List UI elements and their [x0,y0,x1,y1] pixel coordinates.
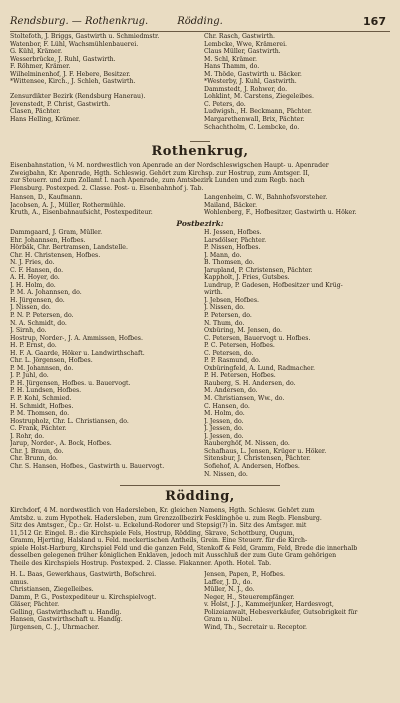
directory-line: Jevenstedt, P. Christ, Gastwirth. [10,100,111,108]
header-left: Rendsburg. — Rothenkrug. [10,16,149,27]
intro-line: spiele Holst-Harburg, Kirchspiel Feld und die ganzen Feld, Stenkoff & Feld, Gramm, Feld, Brede die innerhalb [10,544,358,552]
directory-line: P. H. Jürgensen, Hofbes. u. Bauervogt. [10,379,131,387]
directory-line: amus. [10,578,29,586]
directory-line: Lohklint, M. Carstens, Ziegeleibes. [204,93,314,101]
directory-line: Hostrupholz, Chr. L. Christiansen, do. [10,417,129,425]
directory-line: Ehr. Johannsen, Hofbes. [10,236,86,244]
directory-line: Jensen, Papen, P., Hofbes. [204,571,285,578]
postbezirk-right-column [204,229,390,478]
directory-line: Langenheim, C. W., Bahnhofsvorsteher. [204,194,328,201]
directory-line: M. Schl, Krämer. [204,55,257,63]
directory-line: *Westerby, J. Kuhl, Gastwirth. [204,78,297,86]
directory-line: Neger, H., Steuerempfänger. [204,593,295,601]
directory-line: J. Jebsen, Hofbes. [204,296,259,304]
directory-line: Gelling, Gastwirthschaft u. Handlg. [10,608,122,616]
directory-line: Dammstedt, J. Rohwer, do. [204,85,288,93]
directory-line: M. Christiansen, Ww., do. [204,395,285,403]
directory-line: J. Jessen, do. [204,432,244,440]
directory-line: Schafhaus, L. Jensen, Krüger u. Höker. [204,447,327,455]
directory-line: Gläser, Pächter. [10,601,60,609]
page-number: 167 [363,15,386,28]
directory-line: C. F. Hansen, do. [10,266,64,274]
directory-line: Mailand, Bäcker. [204,201,257,209]
directory-line: Clasen, Pächter. [10,108,61,116]
roedding-residents [10,571,390,635]
directory-line: J. Jessen, do. [204,425,244,433]
rothenkrug-residents [10,194,390,218]
section-rule [120,485,280,486]
directory-line: N. Nissen, do. [204,470,248,478]
directory-line: F. P. Kohl, Schmied. [10,395,72,403]
directory-line: Wohlenberg, F., Hofbesitzer, Gastwirth u. Höker. [204,209,357,217]
running-header [0,16,400,30]
rendsburg-columns [10,33,390,137]
directory-line: P. M. A. Johannsen, do. [10,289,82,297]
directory-line: Jürgensen, C. J., Uhrmacher. [10,623,100,631]
directory-line: Watenbor, F. Lühl, Wachsmühlenbauerei. [10,40,139,48]
directory-line: Hörbäk, Chr. Bertramsen, Landstelle. [10,244,128,252]
directory-line: Larsdölser, Pächter. [204,236,267,244]
directory-line: Polizeianwalt, Hebesverkäufer, Gutsobrigkeit für [204,608,358,616]
intro-line: 11,512 Gr. Eingel. B.: die Kirchspiele Fels, Hostrup, Rödding, Skrave, Schottburg, Ougum, [10,529,295,537]
directory-line: Hansen, D., Kaufmann. [10,194,83,201]
directory-line: A. H. Hoyer, do. [10,274,60,282]
directory-line: P. H. Petersen, Hofbes. [204,372,276,380]
directory-line: Jarup, Norder-, A. Bock, Hofbes. [10,440,112,448]
directory-line: M. Thöde, Gastwirth u. Bäcker. [204,70,302,78]
postbezirk-columns [10,229,390,481]
directory-line: P. C. Petersen, Hofbes. [204,342,275,350]
directory-line: H. F. A. Gaarde, Höker u. Landwirthschaft. [10,349,145,357]
directory-line: Ludwigsh., H. Beckmann, Pächter. [204,108,312,116]
directory-line: Chr. J. Braun, do. [10,447,64,455]
directory-line: Kruth, A., Eisenbahnaufsicht, Postexpediteur. [10,209,153,217]
directory-line: P. M. Thomsen, do. [10,410,70,418]
directory-line: Hans Helling, Krämer. [10,116,81,124]
directory-line: Dammgaard, J. Gram, Müller. [10,229,103,236]
directory-line: P. N. P. Petersen, do. [10,312,74,320]
roedding-intro [10,507,390,567]
directory-line: H. Jürgensen, do. [10,296,65,304]
directory-line: J. Rohr, do. [10,432,45,440]
directory-line: Lundrup, P. Gadesen, Hofbesitzer und Krüg- [204,281,343,289]
directory-line: wirth. [204,289,223,297]
directory-line: C. Petersen, Bauervogt u. Hofbes. [204,334,311,342]
directory-line: B. Thomsen, do. [204,259,255,267]
directory-line: J. Mann, do. [204,251,242,259]
directory-line: P. M. Johannsen, do. [10,364,74,372]
section-title-roedding: Rödding, [165,489,235,504]
directory-line: Sofiehof, A. Andersen, Hofbes. [204,462,300,470]
section-title-rothenkrug: Rothenkrug, [151,144,249,159]
directory-line: Christiansen, Ziegelleibes. [10,586,94,594]
directory-line: Sitensbur, J. Christensen, Pächter. [204,455,311,463]
directory-line: C. Hansen, do. [204,402,250,410]
header-center: Rödding. [177,16,223,27]
intro-line: Eisenbahnstation, ¼ M. nordwestlich von Apenrade an der Nordschleswigschen Haupt- u. Apenrader [10,162,329,169]
postbezirk-title: Postbezirk: [176,219,224,228]
directory-line: H. L. Baas, Gewerkhaus, Gastwirth, Bofschrei. [10,571,157,578]
intro-line: Sitz des Amtsger., Cp.: Gr. Holst- u. Eckelund-Rodorer und Stepsig(?) in. Sitz des Amtsger. mit [10,522,307,530]
directory-line: Chr. L. Jörgensen, Hofbes. [10,357,93,365]
roedding-right-column [204,571,390,631]
directory-line: Hansen, Gastwirthschaft u. Handlg. [10,616,123,624]
header-rule [10,31,390,32]
directory-line: P. P. Rasmund, do. [204,357,261,365]
directory-line: Hostrup, Norder-, J. A. Ammissen, Hofbes. [10,334,143,342]
directory-line: Wesserbrücke, J. Ruhl, Gastwirth. [10,55,116,63]
rothenkrug-right-column [204,194,390,217]
rothenkrug-left-column [10,194,198,217]
directory-line: P. Petersen, do. [204,312,252,320]
directory-line: J. Sirnh, do. [10,327,47,335]
directory-line [10,86,198,94]
directory-line: Gram u. Nübel. [204,616,253,624]
directory-line: Rauberg, S. H. Andersen, do. [204,379,296,387]
directory-line: Oxbüringfeld, A. Lund, Radmacher. [204,364,315,372]
directory-line: Zensurdikter Bezirk (Rendsburg Hanerau). [10,93,146,101]
directory-line: J. H. Holm, do. [10,281,56,289]
directory-line: Hans Thamm, do. [204,63,260,71]
directory-line: Chr. Brunn, do. [10,455,58,463]
directory-line: J. Nissen, do. [10,304,51,312]
directory-line: C. Frank, Pächter. [10,425,67,433]
directory-line: N. A. Schmidt, do. [10,319,67,327]
directory-line: J. Jessen, do. [204,417,244,425]
directory-line: P. Nissen, Hofbes. [204,244,261,252]
directory-line: Chr. Rasch, Gastwirth. [204,33,275,40]
directory-line: C. Petersen, do. [204,349,254,357]
directory-line: Chr. H. Christensen, Hofbes. [10,251,101,259]
directory-line: Stoltefoth, J. Briggs, Gastwirth u. Schmiedmstr. [10,33,160,40]
section-divider [190,141,210,142]
intro-line: Kirchdorf, 4 M. nordwestlich von Hadersleben, Kr. gleichen Namens, Hgth. Schlesw. Gehört zum [10,507,315,514]
directory-line: Margarethenwall, Brix, Pächter. [204,116,305,124]
directory-line: F. Röhmer, Krämer. [10,63,71,71]
directory-line: H. Schmidt, Hofbes. [10,402,74,410]
directory-line: H. Jessen, Hofbes. [204,229,262,236]
directory-line: v. Holst, J. J., Kammerjunker, Hardesvogt, [204,601,334,609]
rendsburg-right-column [204,33,390,131]
directory-line: J. P. Juhl, do. [10,372,49,380]
roedding-left-column [10,571,198,631]
directory-line: *Wittensee, Kirch., J. Schleh, Gastwirth. [10,78,136,86]
intro-line: zur Steuerr. und zum Zollamt I. nach Apenrade, zum Amtsbezirk Lunden und zum Regb. nach [10,177,305,185]
directory-line: Wilhelminenhof, J. F. Hebere, Besitzer. [10,70,131,78]
rothenkrug-intro [10,162,390,192]
directory-line: Jarupland, P. Christensen, Pächter. [204,266,313,274]
intro-line: Flensburg. Postexped. 2. Classe. Post- u. Eisenbahnhof j. Tab. [10,184,204,192]
intro-line: Zweigbahn, Kr. Apenrade, Hgth. Schleswig. Gehört zum Kirchsp. zur Hostrup, zum Amtsger. II, [10,169,310,177]
intro-line: Amtsbz. u. zum Hypothek. Hadersleben, zum Grenzzollbezirk Fesklinghöe u. zum Regb. Flensburg. [10,514,322,522]
directory-line: J. Nissen, do. [204,304,245,312]
postbezirk-left-column [10,229,198,471]
directory-line: Lembcke, Wwe, Krämerei. [204,40,288,48]
directory-line: Wind, Th., Secretair u. Receptor. [204,623,307,631]
directory-line: C. Peters, do. [204,100,246,108]
directory-line: Laffer, J. D., do. [204,578,253,586]
directory-line: Müller, N. J., do. [204,586,255,594]
directory-line: M. Holm, do. [204,410,245,418]
intro-line: Gramm, Hjerting, Halsland u. Feld. meckertischen Antheils, Grein. Eine Steuerr. für die Kirch- [10,537,308,545]
directory-line: H. P. Ernst, do. [10,342,57,350]
directory-line: Rauberghöf, M. Nissen, do. [204,440,290,448]
directory-line: Kappholt, J. Fries, Gutsbes. [204,274,290,282]
directory-line: Claus Müller, Gastwirth. [204,48,281,56]
directory-line: N. Thum, do. [204,319,245,327]
directory-line: P. H. Lundsen, Hofbes. [10,387,82,395]
intro-line: Theile des Kirchspiels Hostrup. Postexped. 2. Classe. Flakanner. Apoth. Hotel. Tab. [10,559,272,567]
directory-line: Oxbüring, M. Jensen, do. [204,327,283,335]
directory-line: G. Kühl, Krämer. [10,48,63,56]
directory-line: M. Andersen, do. [204,387,258,395]
intro-line: desselben gelegenen früher königlichen Enklaven, jedoch mit Ausschluß der zum Gute Gram gehörigen [10,552,337,560]
directory-line: Schachtholm, C. Lembcke, do. [204,123,300,131]
rendsburg-left-column [10,33,198,124]
directory-line: Damm, P. G., Postexpediteur u. Kirchspielvogt. [10,593,157,601]
directory-line: Chr. S. Hansen, Hofbes., Gastwirth u. Bauervogt. [10,462,165,470]
directory-line: N. J. Fries, do. [10,259,55,267]
directory-line: Jacobsen, A. J., Müller, Rothermühle. [10,201,126,209]
